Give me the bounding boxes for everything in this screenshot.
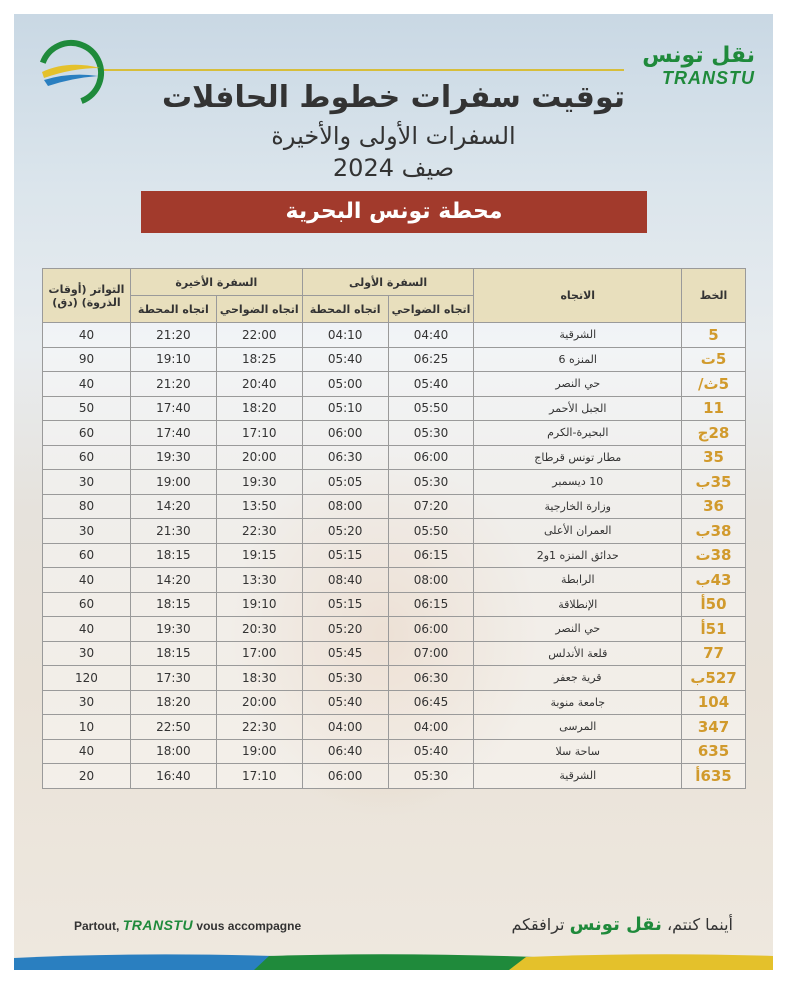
col-header-first-to-suburbs: اتجاه الضواحي <box>388 296 474 323</box>
first-to-suburbs-cell: 06:00 <box>388 445 474 470</box>
last-to-suburbs-cell: 19:30 <box>216 470 302 495</box>
last-to-suburbs-cell: 17:10 <box>216 421 302 446</box>
page-subtitle: السفرات الأولى والأخيرة <box>271 122 516 150</box>
frequency-cell: 90 <box>43 347 131 372</box>
table-row <box>43 494 746 519</box>
first-to-station-cell: 05:05 <box>302 470 388 495</box>
first-to-suburbs-cell: 07:00 <box>388 641 474 666</box>
last-to-suburbs-cell: 19:15 <box>216 543 302 568</box>
direction-cell: حدائق المنزه 1و2 <box>474 543 682 568</box>
direction-cell: مطار تونس قرطاج <box>474 445 682 470</box>
last-to-suburbs-cell: 22:30 <box>216 715 302 740</box>
table-row <box>43 372 746 397</box>
footer-ar-prefix: أينما كنتم، <box>666 915 733 934</box>
last-to-station-cell: 18:15 <box>130 543 216 568</box>
last-to-station-cell: 17:40 <box>130 396 216 421</box>
header-rule <box>104 69 624 71</box>
frequency-cell: 60 <box>43 421 131 446</box>
last-to-suburbs-cell: 22:00 <box>216 323 302 348</box>
first-to-station-cell: 08:40 <box>302 568 388 593</box>
first-to-suburbs-cell: 06:00 <box>388 617 474 642</box>
last-to-suburbs-cell: 20:40 <box>216 372 302 397</box>
first-to-suburbs-cell: 05:30 <box>388 764 474 789</box>
first-to-suburbs-cell: 05:50 <box>388 396 474 421</box>
table-row <box>43 421 746 446</box>
season-label: صيف 2024 <box>332 154 455 182</box>
frequency-cell: 10 <box>43 715 131 740</box>
first-to-suburbs-cell: 06:15 <box>388 592 474 617</box>
line-cell: 635أ <box>682 764 746 789</box>
schedule-rows <box>43 323 746 789</box>
direction-cell: المنزه 6 <box>474 347 682 372</box>
last-to-suburbs-cell: 20:30 <box>216 617 302 642</box>
line-cell: 50أ <box>682 592 746 617</box>
frequency-cell: 40 <box>43 323 131 348</box>
line-cell: 28ج <box>682 421 746 446</box>
frequency-cell: 30 <box>43 641 131 666</box>
footer-fr-suffix: vous accompagne <box>196 919 302 933</box>
col-header-last-to-suburbs: اتجاه الضواحي <box>216 296 302 323</box>
table-row <box>43 470 746 495</box>
first-to-station-cell: 06:30 <box>302 445 388 470</box>
line-cell: 43ب <box>682 568 746 593</box>
station-banner: محطة تونس البحرية <box>141 191 647 233</box>
first-to-station-cell: 05:30 <box>302 666 388 691</box>
first-to-suburbs-cell: 05:40 <box>388 372 474 397</box>
page-title: توقيت سفرات خطوط الحافلات <box>161 80 626 115</box>
table-row <box>43 519 746 544</box>
first-to-suburbs-cell: 08:00 <box>388 568 474 593</box>
col-header-line: الخط <box>682 269 746 323</box>
first-to-suburbs-cell: 06:15 <box>388 543 474 568</box>
direction-cell: الشرقية <box>474 764 682 789</box>
last-to-suburbs-cell: 17:00 <box>216 641 302 666</box>
first-to-station-cell: 05:40 <box>302 347 388 372</box>
last-to-station-cell: 19:30 <box>130 445 216 470</box>
line-cell: 35 <box>682 445 746 470</box>
last-to-station-cell: 18:20 <box>130 690 216 715</box>
last-to-station-cell: 14:20 <box>130 494 216 519</box>
col-header-direction: الاتجاه <box>474 269 682 323</box>
frequency-cell: 60 <box>43 592 131 617</box>
line-cell: 36 <box>682 494 746 519</box>
col-header-last-to-station: اتجاه المحطة <box>130 296 216 323</box>
first-to-suburbs-cell: 05:40 <box>388 739 474 764</box>
frequency-cell: 30 <box>43 690 131 715</box>
direction-cell: الإنطلاقة <box>474 592 682 617</box>
first-to-station-cell: 06:40 <box>302 739 388 764</box>
last-to-station-cell: 21:20 <box>130 372 216 397</box>
frequency-cell: 20 <box>43 764 131 789</box>
line-cell: 5ت <box>682 347 746 372</box>
first-to-suburbs-cell: 05:30 <box>388 421 474 446</box>
direction-cell: العمران الأعلى <box>474 519 682 544</box>
first-to-station-cell: 05:20 <box>302 617 388 642</box>
direction-cell: البحيرة-الكرم <box>474 421 682 446</box>
table-row <box>43 568 746 593</box>
frequency-cell: 60 <box>43 445 131 470</box>
footer-ar-brand: نقل تونس <box>569 914 662 935</box>
direction-cell: الجبل الأحمر <box>474 396 682 421</box>
direction-cell: ساحة سلا <box>474 739 682 764</box>
first-to-suburbs-cell: 06:25 <box>388 347 474 372</box>
frequency-cell: 120 <box>43 666 131 691</box>
last-to-suburbs-cell: 18:30 <box>216 666 302 691</box>
first-to-station-cell: 05:20 <box>302 519 388 544</box>
last-to-station-cell: 18:15 <box>130 592 216 617</box>
first-to-station-cell: 05:10 <box>302 396 388 421</box>
last-to-station-cell: 21:30 <box>130 519 216 544</box>
last-to-station-cell: 19:30 <box>130 617 216 642</box>
footer-slogan-french <box>74 917 301 933</box>
line-cell: 38ت <box>682 543 746 568</box>
direction-cell: وزارة الخارجية <box>474 494 682 519</box>
frequency-cell: 30 <box>43 519 131 544</box>
first-to-station-cell: 05:40 <box>302 690 388 715</box>
table-row <box>43 543 746 568</box>
footer-slogan-arabic <box>512 914 733 935</box>
schedule-table <box>42 268 746 789</box>
frequency-cell: 50 <box>43 396 131 421</box>
table-row <box>43 592 746 617</box>
table-row <box>43 445 746 470</box>
first-to-station-cell: 04:10 <box>302 323 388 348</box>
last-to-suburbs-cell: 13:30 <box>216 568 302 593</box>
frequency-cell: 80 <box>43 494 131 519</box>
first-to-suburbs-cell: 07:20 <box>388 494 474 519</box>
last-to-station-cell: 16:40 <box>130 764 216 789</box>
line-cell: 5 <box>682 323 746 348</box>
direction-cell: قلعة الأندلس <box>474 641 682 666</box>
last-to-suburbs-cell: 22:30 <box>216 519 302 544</box>
table-row <box>43 739 746 764</box>
brand-latin: TRANSTU <box>662 68 755 88</box>
line-cell: 527ب <box>682 666 746 691</box>
direction-cell: 10 ديسمبر <box>474 470 682 495</box>
last-to-station-cell: 22:50 <box>130 715 216 740</box>
table-row <box>43 323 746 348</box>
last-to-station-cell: 14:20 <box>130 568 216 593</box>
first-to-station-cell: 06:00 <box>302 421 388 446</box>
last-to-station-cell: 19:00 <box>130 470 216 495</box>
last-to-suburbs-cell: 13:50 <box>216 494 302 519</box>
poster <box>14 14 773 970</box>
first-to-station-cell: 05:00 <box>302 372 388 397</box>
last-to-suburbs-cell: 18:25 <box>216 347 302 372</box>
footer-ar-suffix: ترافقكم <box>511 915 565 934</box>
last-to-suburbs-cell: 19:00 <box>216 739 302 764</box>
table-row <box>43 764 746 789</box>
line-cell: 11 <box>682 396 746 421</box>
table-row <box>43 666 746 691</box>
first-to-suburbs-cell: 05:50 <box>388 519 474 544</box>
first-to-station-cell: 06:00 <box>302 764 388 789</box>
first-to-station-cell: 05:45 <box>302 641 388 666</box>
frequency-cell: 30 <box>43 470 131 495</box>
line-cell: 77 <box>682 641 746 666</box>
last-to-station-cell: 17:30 <box>130 666 216 691</box>
frequency-cell: 60 <box>43 543 131 568</box>
first-to-station-cell: 04:00 <box>302 715 388 740</box>
last-to-suburbs-cell: 20:00 <box>216 690 302 715</box>
first-to-station-cell: 05:15 <box>302 592 388 617</box>
col-header-last-trip: السفرة الأخيرة <box>130 269 302 296</box>
first-to-suburbs-cell: 06:30 <box>388 666 474 691</box>
last-to-suburbs-cell: 20:00 <box>216 445 302 470</box>
first-to-suburbs-cell: 04:00 <box>388 715 474 740</box>
line-cell: 5ث/ <box>682 372 746 397</box>
last-to-station-cell: 18:00 <box>130 739 216 764</box>
last-to-suburbs-cell: 19:10 <box>216 592 302 617</box>
last-to-station-cell: 18:15 <box>130 641 216 666</box>
first-to-suburbs-cell: 06:45 <box>388 690 474 715</box>
direction-cell: الشرقية <box>474 323 682 348</box>
first-to-suburbs-cell: 04:40 <box>388 323 474 348</box>
brand-stripes <box>14 952 773 970</box>
last-to-station-cell: 17:40 <box>130 421 216 446</box>
line-cell: 38ب <box>682 519 746 544</box>
frequency-cell: 40 <box>43 568 131 593</box>
direction-cell: الرابطة <box>474 568 682 593</box>
frequency-cell: 40 <box>43 617 131 642</box>
table-row <box>43 347 746 372</box>
last-to-suburbs-cell: 18:20 <box>216 396 302 421</box>
direction-cell: حي النصر <box>474 617 682 642</box>
first-to-suburbs-cell: 05:30 <box>388 470 474 495</box>
col-header-first-to-station: اتجاه المحطة <box>302 296 388 323</box>
line-cell: 35ب <box>682 470 746 495</box>
direction-cell: حي النصر <box>474 372 682 397</box>
last-to-station-cell: 19:10 <box>130 347 216 372</box>
col-header-frequency: التواتر (أوقات الذروة) (دق) <box>43 269 131 323</box>
footer-fr-brand: TRANSTU <box>122 917 194 933</box>
line-cell: 51أ <box>682 617 746 642</box>
first-to-station-cell: 05:15 <box>302 543 388 568</box>
direction-cell: جامعة منوبة <box>474 690 682 715</box>
col-header-first-trip: السفرة الأولى <box>302 269 474 296</box>
first-to-station-cell: 08:00 <box>302 494 388 519</box>
last-to-station-cell: 21:20 <box>130 323 216 348</box>
frequency-cell: 40 <box>43 372 131 397</box>
table-row <box>43 617 746 642</box>
last-to-suburbs-cell: 17:10 <box>216 764 302 789</box>
table-row <box>43 641 746 666</box>
frequency-cell: 40 <box>43 739 131 764</box>
table-row <box>43 396 746 421</box>
line-cell: 635 <box>682 739 746 764</box>
brand-arabic: نقل تونس <box>642 43 755 68</box>
footer-fr-prefix: Partout, <box>74 919 120 933</box>
line-cell: 104 <box>682 690 746 715</box>
line-cell: 347 <box>682 715 746 740</box>
direction-cell: المرسى <box>474 715 682 740</box>
direction-cell: قرية جعفر <box>474 666 682 691</box>
table-row <box>43 715 746 740</box>
table-row <box>43 690 746 715</box>
